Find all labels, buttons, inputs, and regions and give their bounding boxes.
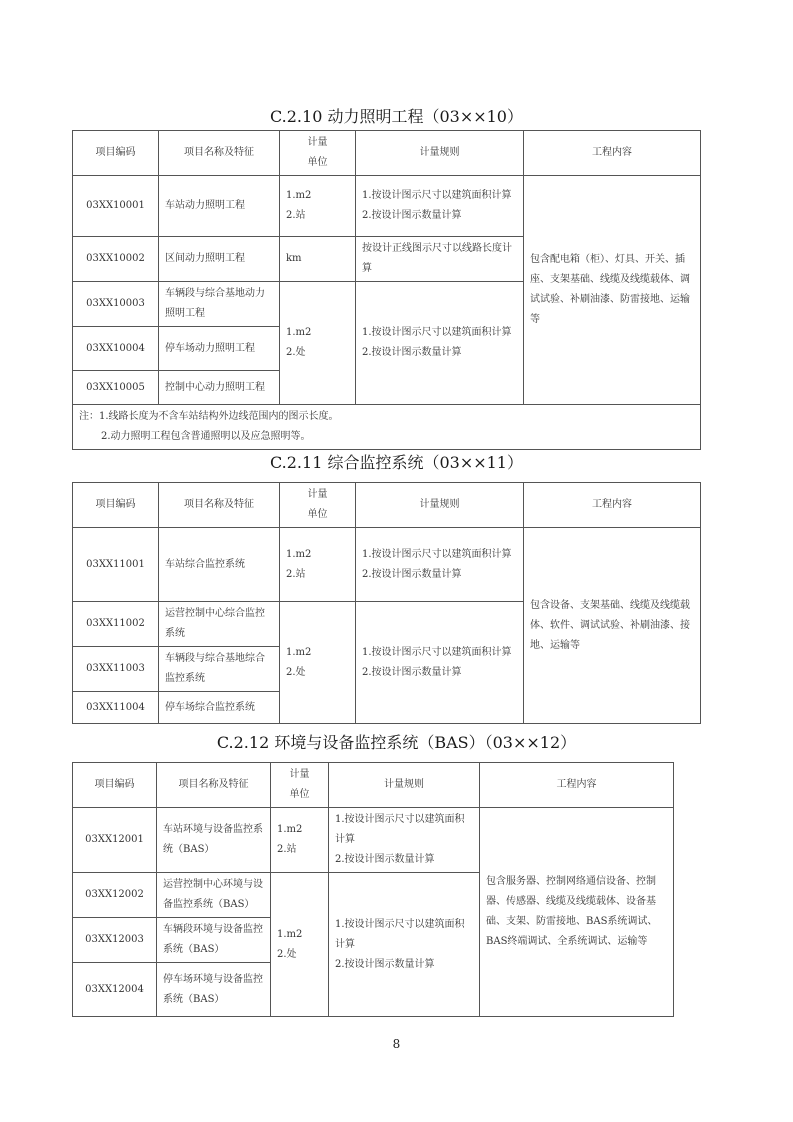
header-unit: 计量 单位	[280, 131, 356, 176]
row-name: 控制中心动力照明工程	[159, 371, 280, 405]
header-content: 工程内容	[480, 763, 674, 808]
table-notes-row	[73, 405, 701, 450]
header-rule: 计量规则	[356, 131, 524, 176]
spec-table-c210	[72, 130, 701, 450]
row-name: 停车场环境与设备监控系统（BAS）	[157, 963, 271, 1017]
row-unit: 1.m2 2.处	[280, 602, 356, 724]
row-code: 03XX12003	[73, 918, 157, 963]
header-rule: 计量规则	[356, 483, 524, 528]
table-row	[73, 176, 701, 237]
row-name: 运营控制中心综合监控系统	[159, 602, 280, 647]
work-content: 包含设备、支架基础、线缆及线缆载体、软件、调试试验、补刷油漆、接地、运输等	[524, 528, 701, 724]
table-row	[73, 808, 674, 873]
header-unit: 计量 单位	[271, 763, 329, 808]
header-code: 项目编码	[73, 483, 159, 528]
section-title-c212: C.2.12 环境与设备监控系统（BAS）（03××12）	[216, 733, 577, 752]
row-code: 03XX10002	[73, 237, 159, 282]
header-code: 项目编码	[73, 131, 159, 176]
table-header-row	[73, 763, 674, 808]
row-name: 车辆段与综合基地动力照明工程	[159, 282, 280, 327]
header-rule: 计量规则	[329, 763, 480, 808]
work-content: 包含配电箱（柜）、灯具、开关、插座、支架基础、线缆及线缆载体、调试试验、补刷油漆、防雷接地、运输等	[524, 176, 701, 405]
row-unit: 1.m2 2.站	[280, 528, 356, 602]
section-title-c211: C.2.11 综合监控系统（03××11）	[269, 453, 523, 472]
spec-table-c212	[72, 762, 674, 1017]
header-name: 项目名称及特征	[157, 763, 271, 808]
row-code: 03XX10001	[73, 176, 159, 237]
row-name: 停车场综合监控系统	[159, 692, 280, 724]
row-code: 03XX10004	[73, 327, 159, 371]
row-code: 03XX10005	[73, 371, 159, 405]
header-unit: 计量 单位	[280, 483, 356, 528]
header-content: 工程内容	[524, 131, 701, 176]
row-name: 车辆段与综合基地综合监控系统	[159, 647, 280, 692]
table-notes: 注：1.线路长度为不含车站结构外边线范围内的图示长度。 2.动力照明工程包含普通照明以及应急照明等。	[73, 405, 701, 450]
row-code: 03XX11004	[73, 692, 159, 724]
table-row	[73, 528, 701, 602]
row-unit: 1.m2 2.处	[280, 282, 356, 405]
row-name: 车站动力照明工程	[159, 176, 280, 237]
row-name: 车站综合监控系统	[159, 528, 280, 602]
row-unit: km	[280, 237, 356, 282]
row-code: 03XX11001	[73, 528, 159, 602]
row-name: 运营控制中心环境与设备监控系统（BAS）	[157, 873, 271, 918]
header-name: 项目名称及特征	[159, 483, 280, 528]
header-content: 工程内容	[524, 483, 701, 528]
row-rule: 1.按设计图示尺寸以建筑面积计算 2.按设计图示数量计算	[356, 528, 524, 602]
row-rule: 1.按设计图示尺寸以建筑面积计算 2.按设计图示数量计算	[329, 873, 480, 1017]
section-title-c210: C.2.10 动力照明工程（03××10）	[269, 107, 523, 126]
header-name: 项目名称及特征	[159, 131, 280, 176]
row-unit: 1.m2 2.站	[271, 808, 329, 873]
row-rule: 1.按设计图示尺寸以建筑面积计算 2.按设计图示数量计算	[356, 176, 524, 237]
header-code: 项目编码	[73, 763, 157, 808]
row-rule: 按设计正线图示尺寸以线路长度计算	[356, 237, 524, 282]
row-rule: 1.按设计图示尺寸以建筑面积计算 2.按设计图示数量计算	[356, 282, 524, 405]
row-code: 03XX12004	[73, 963, 157, 1017]
table-header-row	[73, 483, 701, 528]
row-code: 03XX11003	[73, 647, 159, 692]
row-unit: 1.m2 2.站	[280, 176, 356, 237]
row-code: 03XX10003	[73, 282, 159, 327]
row-name: 车辆段环境与设备监控系统（BAS）	[157, 918, 271, 963]
row-code: 03XX12002	[73, 873, 157, 918]
row-name: 车站环境与设备监控系统（BAS）	[157, 808, 271, 873]
row-code: 03XX11002	[73, 602, 159, 647]
row-code: 03XX12001	[73, 808, 157, 873]
row-rule: 1.按设计图示尺寸以建筑面积计算 2.按设计图示数量计算	[356, 602, 524, 724]
row-name: 停车场动力照明工程	[159, 327, 280, 371]
spec-table-c211	[72, 482, 701, 724]
page-number: 8	[392, 1037, 401, 1051]
row-unit: 1.m2 2.处	[271, 873, 329, 1017]
table-header-row	[73, 131, 701, 176]
row-name: 区间动力照明工程	[159, 237, 280, 282]
work-content: 包含服务器、控制网络通信设备、控制器、传感器、线缆及线缆载体、设备基础、支架、防雷接地、BAS系统调试、BAS终端调试、全系统调试、运输等	[480, 808, 674, 1017]
row-rule: 1.按设计图示尺寸以建筑面积计算 2.按设计图示数量计算	[329, 808, 480, 873]
